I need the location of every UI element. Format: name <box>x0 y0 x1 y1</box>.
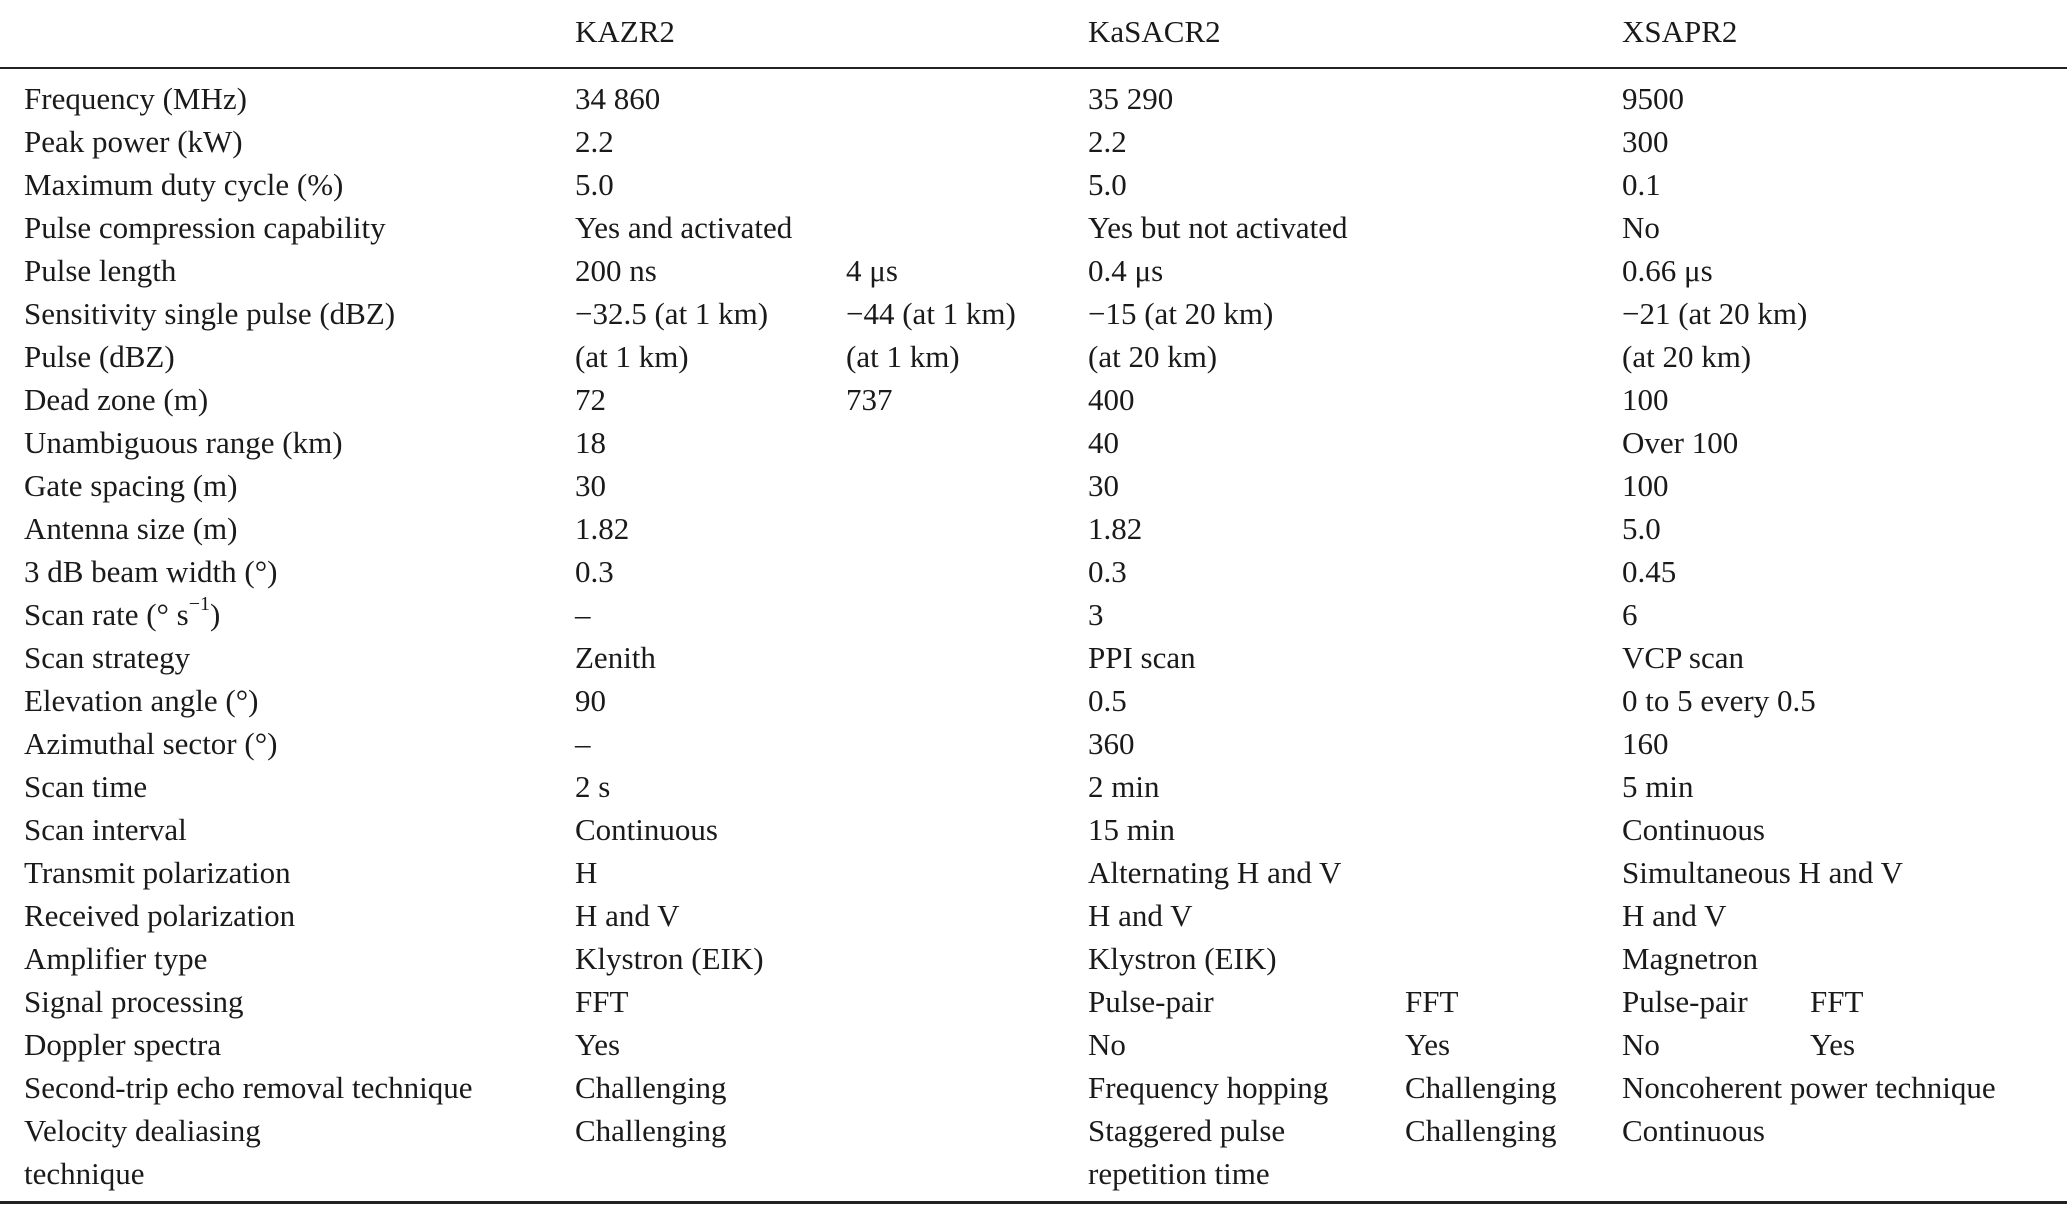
row-label: Antenna size (m) <box>24 511 238 546</box>
kazr2-value: Continuous <box>575 812 718 847</box>
kasacr2-value: Yes but not activated <box>1088 210 1348 245</box>
table-row <box>0 335 2067 378</box>
kasacr2-value: 1.82 <box>1088 511 1143 546</box>
kazr2-value: 1.82 <box>575 511 630 546</box>
row-label: Second-trip echo removal technique <box>24 1070 473 1105</box>
kazr2-value-alt: (at 1 km) <box>846 339 960 374</box>
row-label: Elevation angle (°) <box>24 683 259 718</box>
kasacr2-value: No <box>1088 1027 1126 1062</box>
kazr2-value: 2 s <box>575 769 611 804</box>
kasacr2-value: PPI scan <box>1088 640 1196 675</box>
kazr2-value: 2.2 <box>575 124 614 159</box>
table-row <box>0 765 2067 808</box>
table-row <box>0 292 2067 335</box>
table-row <box>0 421 2067 464</box>
xsapr2-value: No <box>1622 210 1660 245</box>
kasacr2-value: 360 <box>1088 726 1135 761</box>
kasacr2-value: 35 290 <box>1088 81 1174 116</box>
kasacr2-value-alt: Yes <box>1405 1027 1451 1062</box>
kasacr2-value-alt: FFT <box>1405 984 1459 1019</box>
kazr2-value: H <box>575 855 598 890</box>
kazr2-value-alt: 737 <box>846 382 893 417</box>
kazr2-value: – <box>575 726 591 761</box>
table-row <box>0 1023 2067 1066</box>
xsapr2-value: 5 min <box>1622 769 1694 804</box>
row-label: Maximum duty cycle (%) <box>24 167 344 202</box>
kasacr2-value: Staggered pulse repetition time <box>1088 1113 1286 1191</box>
kasacr2-value-alt: Challenging <box>1405 1113 1557 1148</box>
xsapr2-value: 0 to 5 every 0.5 <box>1622 683 1816 718</box>
table-row <box>0 163 2067 206</box>
xsapr2-value: Over 100 <box>1622 425 1739 460</box>
xsapr2-value: 0.45 <box>1622 554 1677 589</box>
row-label: Doppler spectra <box>24 1027 222 1062</box>
kasacr2-value: 2 min <box>1088 769 1160 804</box>
row-label: Gate spacing (m) <box>24 468 238 503</box>
kasacr2-value: 0.3 <box>1088 554 1127 589</box>
kazr2-value: Klystron (EIK) <box>575 941 764 976</box>
row-label: Unambiguous range (km) <box>24 425 343 460</box>
kasacr2-value: Alternating H and V <box>1088 855 1342 890</box>
xsapr2-value: 0.1 <box>1622 167 1661 202</box>
row-label: Scan time <box>24 769 148 804</box>
xsapr2-value: Magnetron <box>1622 941 1759 976</box>
row-label: Received polarization <box>24 898 296 933</box>
table-bottom-rule <box>0 1201 2067 1204</box>
kasacr2-value: 30 <box>1088 468 1119 503</box>
kasacr2-value: 400 <box>1088 382 1135 417</box>
kazr2-value: Challenging <box>575 1070 727 1105</box>
kasacr2-value: (at 20 km) <box>1088 339 1218 374</box>
kasacr2-value-alt: Challenging <box>1405 1070 1557 1105</box>
table-row <box>0 980 2067 1023</box>
kazr2-value-alt: 4 μs <box>846 253 898 288</box>
kazr2-value: 34 860 <box>575 81 661 116</box>
xsapr2-value-alt: FFT <box>1810 984 1864 1019</box>
xsapr2-value: VCP scan <box>1622 640 1744 675</box>
xsapr2-value: Continuous <box>1622 812 1765 847</box>
table-row <box>0 1066 2067 1109</box>
kazr2-value: Challenging <box>575 1113 727 1148</box>
xsapr2-value: No <box>1622 1027 1660 1062</box>
kasacr2-value: Klystron (EIK) <box>1088 941 1277 976</box>
table-row <box>0 636 2067 679</box>
xsapr2-value: Simultaneous H and V <box>1622 855 1903 890</box>
xsapr2-value: 0.66 μs <box>1622 253 1713 288</box>
kasacr2-value: −15 (at 20 km) <box>1088 296 1274 331</box>
row-label: Pulse compression capability <box>24 210 386 245</box>
xsapr2-value: 100 <box>1622 468 1669 503</box>
table-row <box>0 249 2067 292</box>
kasacr2-value: H and V <box>1088 898 1193 933</box>
table-row <box>0 1109 2067 1195</box>
kasacr2-value: 2.2 <box>1088 124 1127 159</box>
xsapr2-value: 300 <box>1622 124 1669 159</box>
table-row <box>0 378 2067 421</box>
kasacr2-value: Pulse-pair <box>1088 984 1214 1019</box>
xsapr2-value: −21 (at 20 km) <box>1622 296 1808 331</box>
kasacr2-value: 5.0 <box>1088 167 1127 202</box>
kasacr2-value: Frequency hopping <box>1088 1070 1329 1105</box>
row-label: Azimuthal sector (°) <box>24 726 278 761</box>
kazr2-value: – <box>575 597 591 632</box>
kazr2-value: −32.5 (at 1 km) <box>575 296 769 331</box>
xsapr2-value: 160 <box>1622 726 1669 761</box>
row-label: Scan interval <box>24 812 187 847</box>
kazr2-value: 18 <box>575 425 606 460</box>
kazr2-value: Yes <box>575 1027 621 1062</box>
row-label: Scan strategy <box>24 640 191 675</box>
table-row <box>0 894 2067 937</box>
xsapr2-value-alt: Yes <box>1810 1027 1856 1062</box>
table-row <box>0 808 2067 851</box>
column-header-kazr2: KAZR2 <box>575 14 675 49</box>
table-row <box>0 851 2067 894</box>
kazr2-value: 72 <box>575 382 606 417</box>
xsapr2-value: H and V <box>1622 898 1727 933</box>
kazr2-value: (at 1 km) <box>575 339 689 374</box>
table-row <box>0 507 2067 550</box>
kazr2-value: 90 <box>575 683 606 718</box>
xsapr2-value: (at 20 km) <box>1622 339 1752 374</box>
row-label: Scan rate (° $s^{-1}$) <box>24 592 221 632</box>
xsapr2-value: 100 <box>1622 382 1669 417</box>
kazr2-value: 200 ns <box>575 253 657 288</box>
kazr2-value: 30 <box>575 468 606 503</box>
table-row <box>0 120 2067 163</box>
kasacr2-value: 0.5 <box>1088 683 1127 718</box>
row-label: Dead zone (m) <box>24 382 209 417</box>
kasacr2-value: 15 min <box>1088 812 1175 847</box>
row-label: Pulse length <box>24 253 177 288</box>
kazr2-value: Zenith <box>575 640 656 675</box>
kazr2-value: Yes and activated <box>575 210 793 245</box>
row-label: Amplifier type <box>24 941 208 976</box>
kasacr2-value: 3 <box>1088 597 1104 632</box>
xsapr2-value: 5.0 <box>1622 511 1661 546</box>
row-label: Peak power (kW) <box>24 124 243 159</box>
row-label: Pulse (dBZ) <box>24 339 175 374</box>
xsapr2-value: Continuous <box>1622 1113 1765 1148</box>
table-top-rule <box>0 67 2067 69</box>
table-row <box>0 593 2067 636</box>
column-header-kasacr2: KaSACR2 <box>1088 14 1221 49</box>
xsapr2-value: 6 <box>1622 597 1638 632</box>
kazr2-value-alt: −44 (at 1 km) <box>846 296 1016 331</box>
row-label: Velocity dealiasing technique <box>24 1113 261 1191</box>
table-row <box>0 550 2067 593</box>
kasacr2-value: 0.4 μs <box>1088 253 1164 288</box>
table-row <box>0 679 2067 722</box>
table-row <box>0 464 2067 507</box>
table-row <box>0 722 2067 765</box>
kazr2-value: 0.3 <box>575 554 614 589</box>
kazr2-value: H and V <box>575 898 680 933</box>
row-label: 3 dB beam width (°) <box>24 554 278 589</box>
kasacr2-value: 40 <box>1088 425 1119 460</box>
row-label: Transmit polarization <box>24 855 291 890</box>
row-label: Signal processing <box>24 984 244 1019</box>
column-header-xsapr2: XSAPR2 <box>1622 14 1738 49</box>
xsapr2-value: Pulse-pair <box>1622 984 1748 1019</box>
table-row <box>0 937 2067 980</box>
xsapr2-value: 9500 <box>1622 81 1684 116</box>
row-label: Frequency (MHz) <box>24 81 247 116</box>
kazr2-value: 5.0 <box>575 167 614 202</box>
table-row <box>0 77 2067 120</box>
kazr2-value: FFT <box>575 984 629 1019</box>
table-row <box>0 206 2067 249</box>
xsapr2-value: Noncoherent power technique <box>1622 1070 1996 1105</box>
row-label: Sensitivity single pulse (dBZ) <box>24 296 396 331</box>
